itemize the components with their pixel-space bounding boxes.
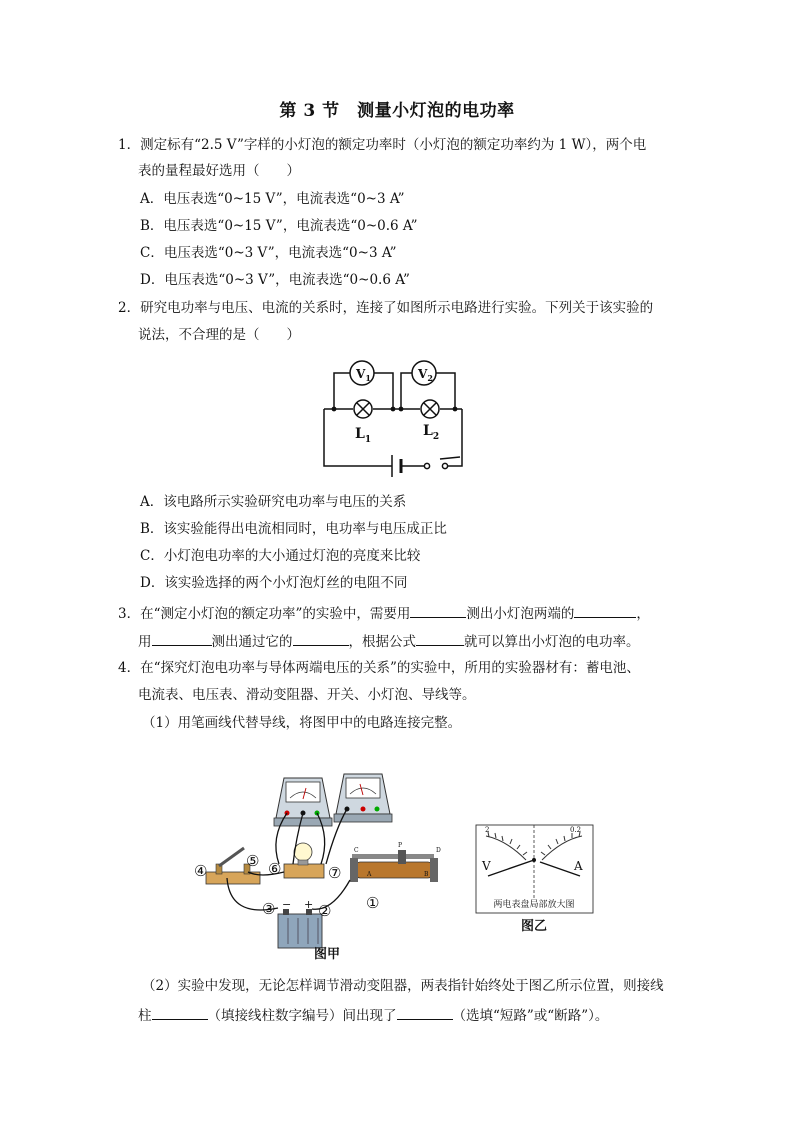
q3-blank-3[interactable] bbox=[152, 631, 212, 646]
yi-caption: 两电表盘局部放大图 bbox=[493, 900, 575, 910]
page-title: 第 3 节 测量小灯泡的电功率 bbox=[279, 101, 515, 121]
q4-part2-line1: （2）实验中发现，无论怎样调节滑动变阻器，两表指针始终处于图乙所示位置，则接线 bbox=[142, 978, 664, 994]
terminal-3-label: ③ bbox=[262, 900, 276, 918]
yi-a-mark: A bbox=[574, 859, 583, 873]
q2-stem-line2: 说法，不合理的是（ ） bbox=[138, 327, 300, 343]
q4-blank-fault[interactable] bbox=[397, 1005, 453, 1020]
q2-option-c: C．小灯泡电功率的大小通过灯泡的亮度来比较 bbox=[140, 548, 421, 564]
q3-blank-2[interactable] bbox=[574, 603, 636, 618]
q2-option-a: A．该电路所示实验研究电功率与电压的关系 bbox=[140, 494, 407, 510]
battery-minus-label: − bbox=[282, 898, 292, 911]
v2-label: $V_2$ bbox=[418, 367, 433, 383]
l1-label: $L_1$ bbox=[355, 426, 372, 445]
rheostat-p-label: P bbox=[398, 842, 403, 849]
l2-label: $L_2$ bbox=[423, 423, 440, 442]
rheostat-c-label: C bbox=[354, 847, 359, 854]
q4-part1: （1）用笔画线代替导线，将图甲中的电路连接完整。 bbox=[142, 715, 462, 731]
q3-blank-4[interactable] bbox=[293, 631, 349, 646]
yi-v-tick: 2 bbox=[485, 826, 490, 834]
terminal-5-label: ⑤ bbox=[246, 852, 260, 870]
q2-stem-line1: 2．研究电功率与电压、电流的关系时，连接了如图所示电路进行实验。下列关于该实验的 bbox=[118, 300, 654, 316]
q1-option-a: A．电压表选“0~15 V”，电流表选“0~3 A” bbox=[140, 191, 405, 207]
q2-option-b: B．该实验能得出电流相同时，电功率与电压成正比 bbox=[140, 521, 447, 537]
terminal-7-label: ⑦ bbox=[328, 864, 342, 882]
rheostat-d-label: D bbox=[436, 847, 441, 854]
q1-stem-line1: 1．测定标有“2.5 V”字样的小灯泡的额定功率时（小灯泡的额定功率约为 1 W），两个电 bbox=[118, 137, 647, 153]
q3-blank-1[interactable] bbox=[410, 603, 466, 618]
q3-line2: 用 测出通过它的 ，根据公式 就可以算出小灯泡的电功率。 bbox=[138, 631, 640, 651]
terminal-6-label: ⑥ bbox=[268, 860, 282, 878]
q2-option-d: D．该实验选择的两个小灯泡灯丝的电阻不同 bbox=[140, 575, 408, 591]
figure-yi-label: 图乙 bbox=[520, 919, 548, 934]
figure-jia-label: 图甲 bbox=[314, 947, 341, 962]
q1-option-d: D．电压表选“0~3 V”，电流表选“0~0.6 A” bbox=[140, 272, 410, 288]
figure-yi-meter-closeup bbox=[0, 820, 794, 950]
q3-line1: 3．在“测定小灯泡的额定功率”的实验中，需要用 测出小灯泡两端的 ， bbox=[118, 603, 650, 623]
voltmeter-device bbox=[334, 774, 392, 822]
battery-plus-label: + bbox=[304, 898, 314, 911]
yi-a-tick: 0.2 bbox=[570, 826, 582, 834]
q1-option-c: C．电压表选“0~3 V”，电流表选“0~3 A” bbox=[140, 245, 397, 261]
terminal-1-label: ① bbox=[366, 894, 380, 912]
q4-blank-terminals[interactable] bbox=[152, 1005, 208, 1020]
terminal-2-label: ② bbox=[318, 902, 332, 920]
q3-blank-5[interactable] bbox=[416, 631, 464, 646]
q4-stem-line1: 4．在“探究灯泡电功率与导体两端电压的关系”的实验中，所用的实验器材有：蓄电池、 bbox=[118, 660, 640, 676]
q4-stem-line2: 电流表、电压表、滑动变阻器、开关、小灯泡、导线等。 bbox=[138, 687, 476, 703]
v1-label: $V_1$ bbox=[356, 367, 371, 383]
terminal-4-label: ④ bbox=[194, 862, 208, 880]
rheostat-a-label: A bbox=[367, 871, 372, 878]
q4-part2-line2: 柱 （填接线柱数字编号）间出现了 （选填“短路”或“断路”）。 bbox=[138, 1005, 608, 1025]
series-circuit-diagram bbox=[0, 355, 794, 485]
yi-v-mark: V bbox=[482, 859, 491, 873]
rheostat-b-label: B bbox=[424, 871, 429, 878]
q1-option-b: B．电压表选“0~15 V”，电流表选“0~0.6 A” bbox=[140, 218, 418, 234]
q1-stem-line2: 表的量程最好选用（ ） bbox=[138, 163, 300, 179]
